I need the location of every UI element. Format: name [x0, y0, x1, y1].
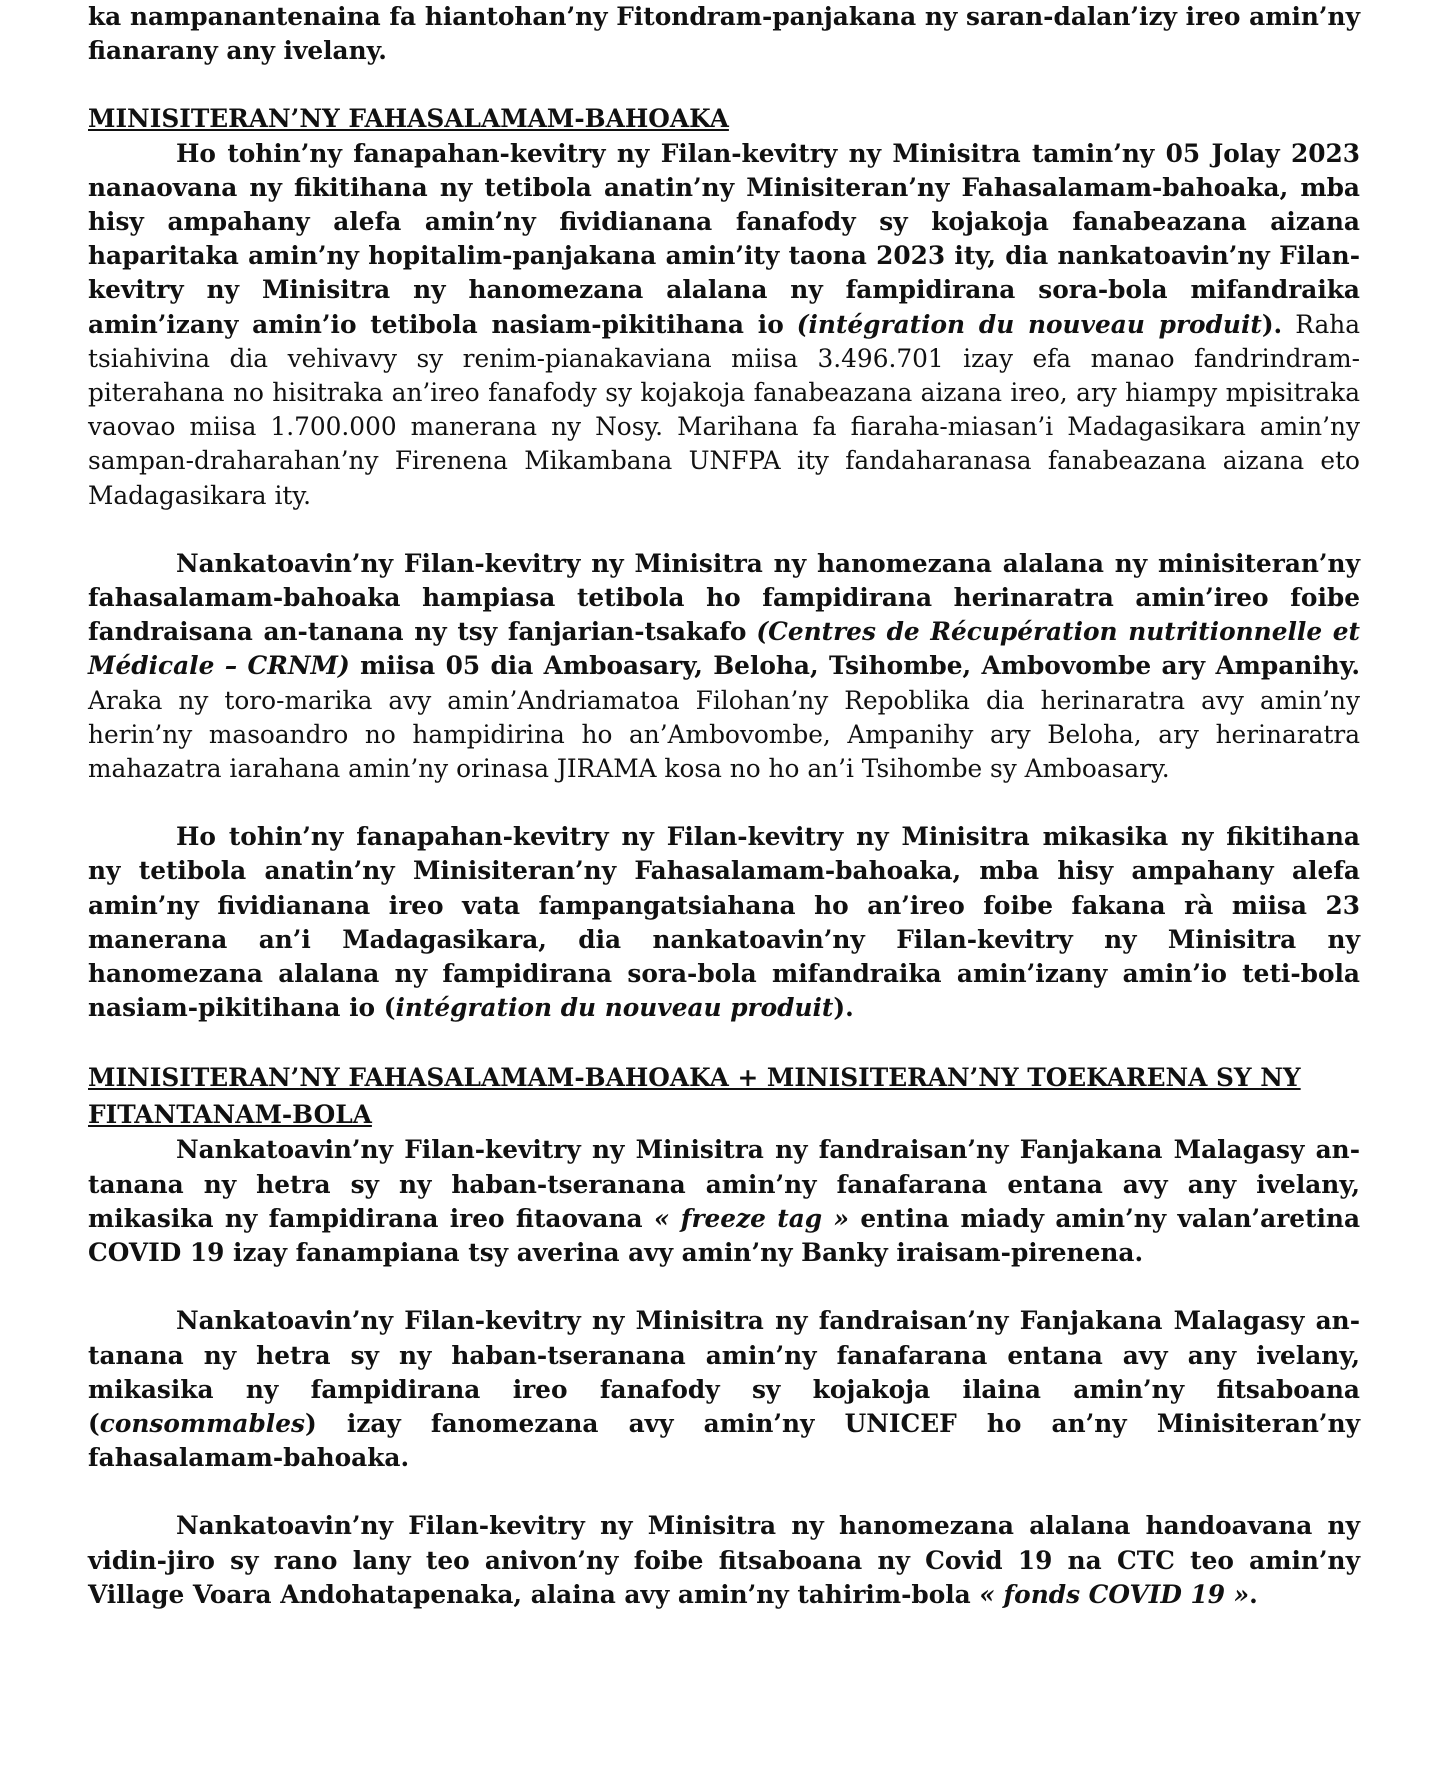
- paragraph-close: ).: [1261, 309, 1283, 339]
- spacer: [88, 513, 1360, 547]
- paragraph-italic-text: « freeze tag »: [653, 1203, 850, 1233]
- paragraph-bold-text: Ho tohin’ny fanapahan-kevitry ny Filan-kevitry ny Minisitra mikasika ny fikitihana ny tetibola anatin’ny Minisiteran’ny Fahasalamam-bahoaka, mba hisy ampahany alefa amin’ny fividianana ireo vata fampangatsiahana ho an’ireo foibe fakana rà miisa 23 manerana an’i Madagasikara, dia nankatoavin’ny Filan-kevitry ny Minisitra ny hanomezana alalana ny fampidirana sora-bola mifandraika amin’izany amin’io teti-bola nasiam-pikitihana io (: [88, 822, 1360, 1023]
- paragraph-italic-text: (Centres de Récupération nutritionnelle et Médicale – CRNM): [88, 617, 1360, 681]
- section-heading-health-economy: MINISITERAN’NY FAHASALAMAM-BAHOAKA + MINISITERAN’NY TOEKARENA SY NY FITANTANAM-BOLA: [88, 1063, 1301, 1130]
- document-page: [88, 0, 1360, 1612]
- paragraph-bold-text: Nankatoavin’ny Filan-kevitry ny Minisitra ny hanomezana alalana ny minisiteran’ny fahasalamam-bahoaka hampiasa tetibola ho fampidirana herinaratra amin’ireo foibe fandraisana an-tanana ny tsy fanjarian-tsakafo: [88, 548, 1360, 647]
- spacer: [88, 1475, 1360, 1509]
- paragraph-italic-text: intégration du nouveau produit: [395, 993, 834, 1023]
- paragraph-italic-text: consommables: [99, 1408, 305, 1438]
- paragraph-crnm-electricity: [88, 547, 1360, 786]
- spacer: [88, 1270, 1360, 1304]
- spacer: [88, 1025, 1360, 1059]
- section-heading-health: MINISITERAN’NY FAHASALAMAM-BAHOAKA: [88, 104, 729, 134]
- paragraph-blood-centres: [88, 820, 1360, 1025]
- paragraph-normal-text: Araka ny toro-marika avy amin’Andriamatoa Filohan’ny Repoblika dia herinaratra avy amin’ny herin’ny masoandro no hampidirina ho an’Ambovombe, Ampanihy ary Beloha, ary herinaratra mahazatra iarahana amin’ny orinasa JIRAMA kosa no ho an’i Tsihombe sy Amboasary.: [88, 685, 1360, 784]
- paragraph-bold-text: Nankatoavin’ny Filan-kevitry ny Minisitra ny hanomezana alalana handoavana ny vidin-jiro sy rano lany teo anivon’ny foibe fitsaboana ny Covid 19 na CTC teo amin’ny Village Voara Andohatapenaka, alaina avy amin’ny tahirim-bola: [88, 1511, 1360, 1609]
- spacer: [88, 68, 1360, 102]
- intro-paragraph: [88, 0, 1360, 68]
- paragraph-bold-text: Nankatoavin’ny Filan-kevitry ny Minisitra ny fandraisan’ny Fanjakana Malagasy an-tanana ny hetra sy ny haban-tseranana amin’ny fanafarana entana avy any ivelany, mikasika ny fampidirana ireo fanafody sy kojakoja ilaina amin’ny fitsaboana (: [88, 1306, 1360, 1438]
- paragraph-close: ).: [833, 993, 854, 1023]
- intro-text: ka nampanantenaina fa hiantohan’ny Fitondram-panjakana ny saran-dalan’izy ireo amin’ny fianarany any ivelany.: [88, 2, 1360, 66]
- spacer: [88, 786, 1360, 820]
- paragraph-normal-text: Raha tsiahivina dia vehivavy sy renim-pianakaviana miisa 3.496.701 izay efa manao fandrindram-piterahana no hisitraka an’ireo fanafody sy kojakoja fanabeazana aizana ireo, ary hiampy mpisitraka vaovao miisa 1.700.000 manerana ny Nosy. Marihana fa fiaraha-miasan’i Madagasikara amin’ny sampan-draharahan’ny Firenena Mikambana UNFPA ity fandaharanasa fanabeazana aizana eto Madagasikara ity.: [88, 309, 1360, 510]
- paragraph-freeze-tag: [88, 1133, 1360, 1270]
- paragraph-bold-text: entina miady amin’ny valan’aretina COVID 19 izay fanampiana tsy averina avy amin’ny Banky iraisam-pirenena.: [88, 1203, 1361, 1268]
- paragraph-bold-text: miisa 05 dia Amboasary, Beloha, Tsihombe, Ambovombe ary Ampanihy.: [349, 651, 1361, 681]
- paragraph-bold-text: ) izay fanomezana avy amin’ny UNICEF ho an’ny Minisiteran’ny fahasalamam-bahoaka.: [88, 1408, 1360, 1473]
- paragraph-bold-text: Nankatoavin’ny Filan-kevitry ny Minisitra ny fandraisan’ny Fanjakana Malagasy an-tanana ny hetra sy ny haban-tseranana amin’ny fanafarana entana avy any ivelany, mikasika ny fampidirana ireo fitaovana: [88, 1135, 1360, 1233]
- paragraph-bold-text: .: [1249, 1579, 1258, 1609]
- paragraph-covid-fund: [88, 1509, 1360, 1612]
- paragraph-contraceptives: [88, 137, 1360, 513]
- paragraph-consumables: [88, 1304, 1360, 1475]
- paragraph-italic-text: (intégration du nouveau produit: [796, 309, 1262, 339]
- paragraph-bold-text: Ho tohin’ny fanapahan-kevitry ny Filan-kevitry ny Minisitra tamin’ny 05 Jolay 2023 nanaovana ny fikitihana ny tetibola anatin’ny Minisiteran’ny Fahasalamam-bahoaka, mba hisy ampahany alefa amin’ny fividianana fanafody sy kojakoja fanabeazana aizana haparitaka amin’ny hopitalim-panjakana amin’ity taona 2023 ity, dia nankatoavin’ny Filan-kevitry ny Minisitra ny hanomezana alalana ny fampidirana sora-bola mifandraika amin’izany amin’io tetibola nasiam-pikitihana io: [88, 138, 1360, 339]
- paragraph-italic-text: « fonds COVID 19 »: [979, 1579, 1250, 1609]
